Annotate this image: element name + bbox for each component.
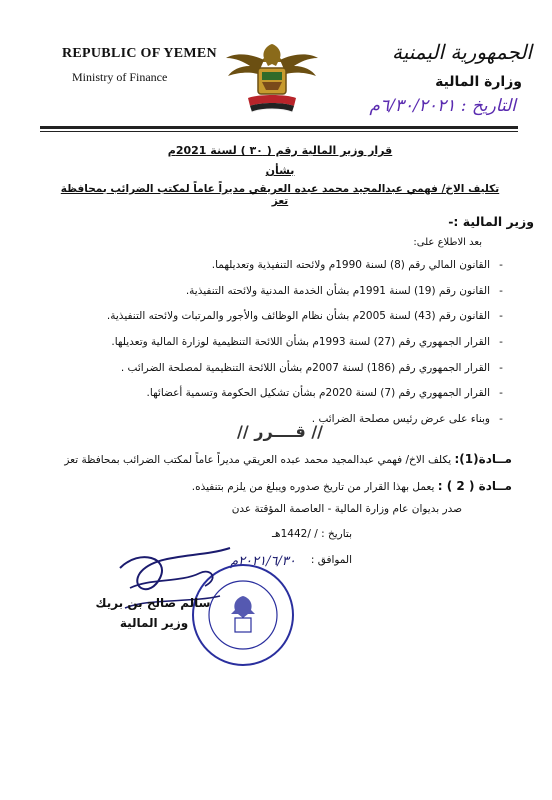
clause-text: القانون رقم (43) لسنة 2005م بشأن نظام الوظائف والأجور والمرتبات ولائحته التنفيذية.: [106, 310, 490, 323]
ministry-en: Ministry of Finance: [72, 70, 168, 84]
list-item: -القرار الجمهوري رقم (7) لسنة 2020م بشأن تشكيل الحكومة وتسمية أعضائها.: [146, 387, 503, 400]
clause-text: القرار الجمهوري رقم (27) لسنة 1993م بشأن اللائحة التنظيمية لوزارة المالية وتعديلها.: [111, 336, 490, 349]
republic-en: REPUBLIC OF YEMEN: [62, 46, 217, 61]
decision-title: قرار وزير المالية رقم ( ٣٠ ) لسنة 2021م: [167, 144, 393, 157]
article-2-text: يعمل بهذا القرار من تاريخ صدوره ويبلغ من يلزم بتنفيذه.: [191, 481, 438, 493]
ministry-ar: وزارة المالية: [435, 74, 522, 90]
article-2-label: مــادة ( 2 ) :: [437, 479, 512, 493]
handwritten-date: ٢٠٢١/٦/٣٠م: [230, 554, 296, 569]
clause-text: القانون المالي رقم (8) لسنة 1990م ولائحته التنفيذية وتعديلهما.: [211, 259, 490, 271]
corresponding-label: الموافق :: [310, 554, 352, 566]
decides-heading: // قــــرر //: [236, 422, 324, 441]
clause-text: وبناء على عرض رئيس مصلحة الضرائب .: [311, 413, 490, 426]
issued-at: صدر بديوان عام وزارة المالية - العاصمة المؤقتة عدن: [231, 503, 462, 515]
list-item: -القانون المالي رقم (8) لسنة 1990م ولائحته التنفيذية وتعديلهما.: [211, 259, 503, 271]
hijri-date: بتاريخ : / /1442هـ: [271, 528, 352, 540]
list-item: -القرار الجمهوري رقم (186) لسنة 2007م بشأن اللائحة التنظيمية لمصلحة الضرائب .: [120, 361, 503, 374]
clause-text: القانون رقم (19) لسنة 1991م بشأن الخدمة المدنية ولائحته التنفيذية.: [185, 284, 490, 297]
list-item: -وبناء على عرض رئيس مصلحة الضرائب .: [311, 413, 503, 426]
minister-heading: وزير المالية :-: [448, 214, 534, 229]
list-item: -القانون رقم (19) لسنة 1991م بشأن الخدمة المدنية ولائحته التنفيذية.: [185, 284, 503, 297]
article-1-label: مــادة(1):: [454, 452, 512, 466]
header-date: التاريخ : ٦/٣٠/٢٠٢١م: [369, 96, 516, 116]
signatory-title: وزير المالية: [119, 616, 189, 630]
header-rule-thin: [40, 131, 518, 132]
header-rule: [40, 126, 518, 129]
decision-subject: تكليف الاخ/ فهمي عبدالمجيد محمد عبده العريقي مديراً عاماً لمكتب الضرائب بمحافظة تعز: [60, 183, 500, 207]
list-item: -القرار الجمهوري رقم (27) لسنة 1993م بشأن اللائحة التنظيمية لوزارة المالية وتعديلها.: [111, 336, 503, 349]
article-1-text: يكلف الاخ/ فهمي عبدالمجيد محمد عبده العريقي مديراً عاماً لمكتب الضرائب بمحافظة تعز: [64, 454, 455, 466]
after-review-label: بعد الاطلاع على:: [413, 237, 482, 248]
clause-text: القرار الجمهوري رقم (7) لسنة 2020م بشأن تشكيل الحكومة وتسمية أعضائها.: [146, 387, 490, 400]
list-item: -القانون رقم (43) لسنة 2005م بشأن نظام الوظائف والأجور والمرتبات ولائحته التنفيذية.: [106, 310, 503, 323]
signatory-name: سالم صالح بن بريك: [95, 596, 211, 610]
republic-ar: الجمهورية اليمنية: [391, 40, 532, 64]
article-2: [32, 479, 512, 493]
clause-text: القرار الجمهوري رقم (186) لسنة 2007م بشأن اللائحة التنظيمية لمصلحة الضرائب .: [120, 361, 490, 374]
decision-regarding: بشأن: [265, 164, 295, 177]
article-1: [32, 452, 512, 466]
clauses-list: [52, 253, 512, 433]
